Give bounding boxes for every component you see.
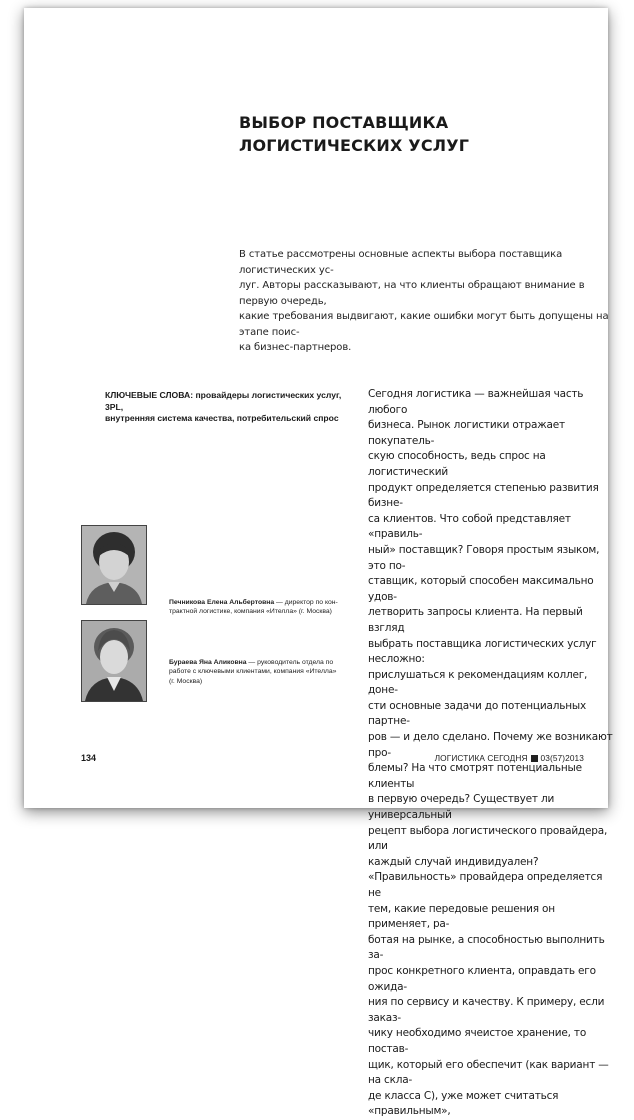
article-body: Сегодня логистика — важнейшая часть любого бизнеса. Рынок логистики отражает покупатель- скую способность, ведь спрос на логистический продукт определяется степенью развития бизне- са клиентов. Что собой представляет «правиль- ный» поставщик? Говоря простым языком, это по- ставщик, который способен максимально удов- летворить запросы клиента. На первый взгляд выбрать поставщика логистических услуг несложно: прислушаться к рекомендациям коллег, доне- сти основные задачи до потенциальных партне- ров — и дело сделано. Почему же возникают про- блемы? На что смотрят потенциальные клиенты в первую очередь? Существует ли универсальный рецепт выбора логистического провайдера, или каждый случай индивидуален? «Правильность» провайдера определяется не тем, какие передовые решения он применяет, ра- ботая на рынке, а способностью выполнить за- прос конкретного клиента, оправдать его ожида- ния по сервису и качеству. К примеру, если заказ- чику необходимо ячеистое хранение, то постав- щик, который его обеспечит (как вариант — на скла- де класса С), уже может считаться «правильным», [368,388,613,1118]
keywords: КЛЮЧЕВЫЕ СЛОВА: провайдеры логистических услуг, 3PL, внутренняя система качества, потребительский спрос [105,390,342,423]
author-role: — руководитель отдела по работе с ключевыми клиентами, компания «Ителла» (г. Москва) [169,659,337,685]
author-caption-pechnikova [169,598,339,617]
journal-page [24,8,613,1118]
article-abstract: В статье рассмотрены основные аспекты выбора поставщика логистических ус- луг. Авторы рассказывают, на что клиенты обращают внимание в первую очередь, какие требования выдвигают, какие ошибки могут быть допущены на этапе поис- ка бизнес-партнеров. [239,249,609,353]
author-name: Печникова Елена Альбертовна [169,599,275,606]
author-photo-buraeva [81,620,147,702]
author-photo-pechnikova [81,525,147,605]
square-bullet-icon [531,755,538,762]
page-number: 134 [81,753,97,763]
journal-name: ЛОГИСТИКА СЕГОДНЯ [434,753,528,763]
author-caption-buraeva [169,658,339,686]
running-footer [435,753,584,763]
issue-number: 03(57)2013 [540,753,584,763]
author-name: Бураева Яна Аликовна [169,659,247,666]
article-title: ВЫБОР ПОСТАВЩИКА ЛОГИСТИЧЕСКИХ УСЛУГ [239,113,470,155]
author-role: — директор по кон- трактной логистике, компания «Ителла» (г. Москва) [169,599,338,616]
